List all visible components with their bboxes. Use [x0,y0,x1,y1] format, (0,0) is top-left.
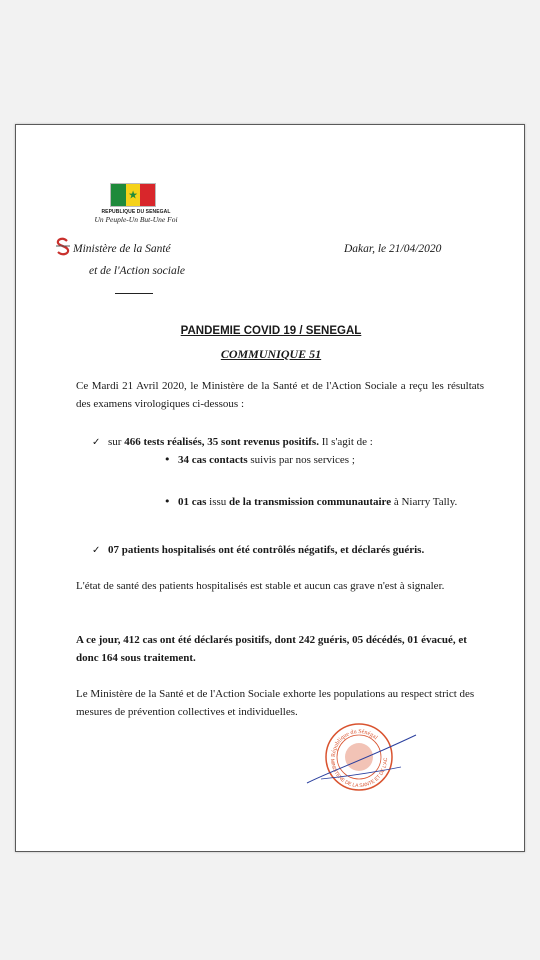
ministry-logo-icon [54,237,72,257]
tests-bold: 466 tests réalisés, 35 sont revenus positifs. [124,436,319,448]
dateline: Dakar, le 21/04/2020 [344,243,442,255]
health-state-paragraph: L'état de santé des patients hospitalisés est stable et aucun cas grave n'est à signaler. [76,580,445,592]
intro-paragraph: Ce Mardi 21 Avril 2020, le Ministère de la Santé et de l'Action Sociale a reçu les résultats des examens virologiques ci-dessous : [76,380,484,410]
communique-number: COMMUNIQUE 51 [220,347,322,361]
recovered-item [92,541,424,560]
official-stamp [301,713,419,793]
signature-icon [307,735,416,783]
recovered-text: 07 patients hospitalisés ont été contrôlés négatifs, et déclarés guéris. [108,544,425,556]
national-motto: Un Peuple-Un But-Une Foi [94,215,178,224]
ministry-name-line1: Ministère de la Santé [73,243,171,255]
checkmark-icon: ✓ [92,437,101,448]
cumulative-totals-paragraph: A ce jour, 412 cas ont été déclarés positifs, dont 242 guéris, 05 décédés, 01 évacué, et donc 164 sous traitement. [76,634,467,664]
contact-cases-text: suivis par nos services ; [247,454,355,466]
header-divider [115,293,153,294]
svg-text:MINISTERE DE LA SANTE ET DE L' [301,713,389,789]
exhortation-paragraph: Le Ministère de la Santé et de l'Action Sociale exhorte les populations au respect strict des mesures de prévention collectives et individuelles. [76,688,475,718]
tests-pre: sur [108,436,125,448]
ministry-name-line2: et de l'Action sociale [89,265,186,277]
community-case-item [164,493,478,511]
stamp-bottom-text: MINISTERE DE LA SANTE ET DE L'AC [328,757,390,790]
document-title: PANDEMIE COVID 19 / SENEGAL [180,325,362,337]
community-case-mid: issu [206,496,230,508]
community-case-location: à Niarry Tally. [391,496,458,508]
bullet-icon: • [164,453,171,466]
tests-result-item [92,433,373,452]
star-icon: ★ [128,188,138,202]
contact-cases-item [164,451,478,469]
document-page [15,124,525,852]
flag-green-band [111,184,126,206]
community-case-count: 01 cas [178,496,207,508]
contact-cases-bold: 34 cas contacts [178,454,248,466]
community-case-bold: de la transmission communautaire [229,496,392,508]
senegal-flag [110,183,156,207]
checkmark-icon: ✓ [92,545,101,556]
flag-red-band [140,184,155,206]
tests-post: Il s'agit de : [318,436,373,448]
republic-label: REPUBLIQUE DU SENEGAL [101,209,171,215]
stamp-emblem-icon [345,743,373,771]
stamp-top-text: République du Sénégal [330,728,379,758]
bullet-icon: • [164,495,171,508]
